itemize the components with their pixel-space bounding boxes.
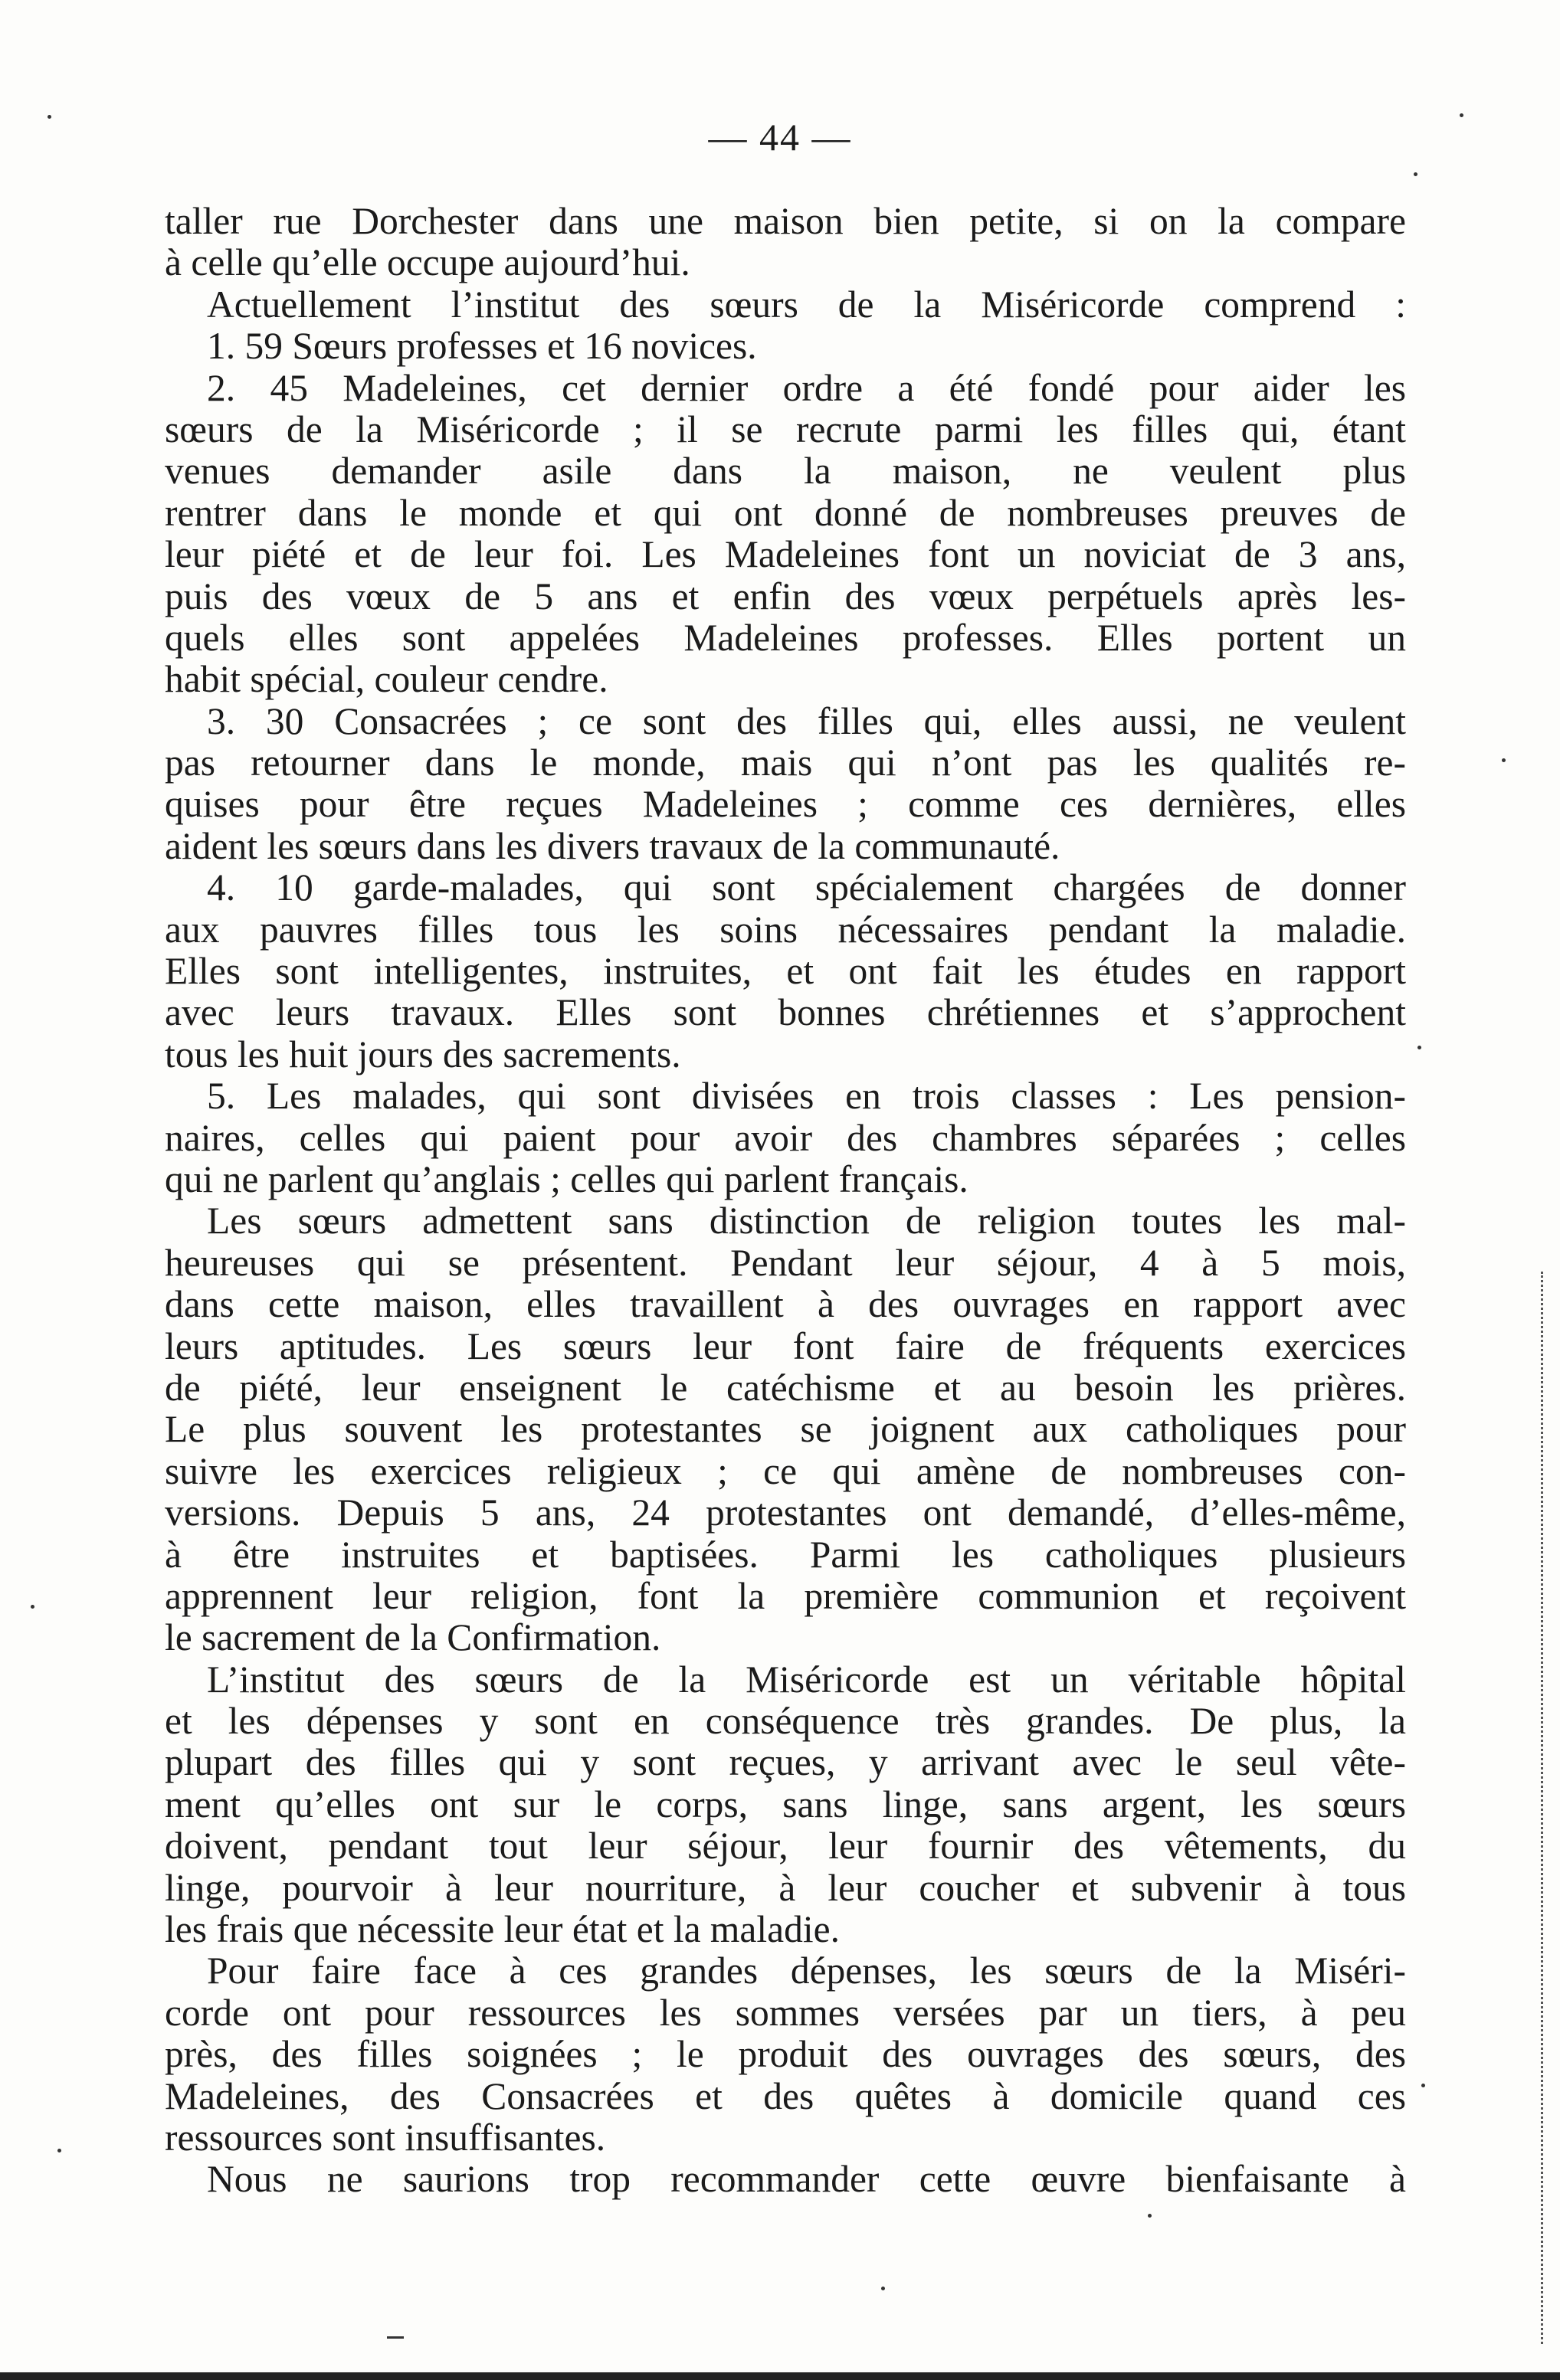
text-line: 5. Les malades, qui sont divisées en trois classes : Les pension- xyxy=(207,1075,1406,1118)
text-line: Nous ne saurions trop recommander cette œuvre bienfaisante à xyxy=(207,2159,1406,2201)
text-line: Les sœurs admettent sans distinction de religion toutes les mal- xyxy=(207,1200,1406,1242)
text-line: corde ont pour ressources les sommes versées par un tiers, à peu xyxy=(165,1992,1406,2034)
text-line: suivre les exercices religieux ; ce qui amène de nombreuses con- xyxy=(165,1450,1406,1492)
scan-speck xyxy=(881,2287,885,2290)
text-line: Madeleines, des Consacrées et des quêtes à domicile quand ces xyxy=(165,2075,1406,2117)
scan-speck xyxy=(1148,2214,1152,2218)
scan-speck xyxy=(1417,1046,1421,1049)
text-line: à être instruites et baptisées. Parmi les catholiques plusieurs xyxy=(165,1534,1406,1576)
text-line: quels elles sont appelées Madeleines professes. Elles portent un xyxy=(165,617,1406,659)
text-line: puis des vœux de 5 ans et enfin des vœux perpétuels après les- xyxy=(165,575,1406,617)
scan-speck xyxy=(1502,758,1506,762)
text-line: aux pauvres filles tous les soins nécessaires pendant la maladie. xyxy=(165,908,1406,951)
scan-speck xyxy=(1460,113,1463,117)
text-line: Elles sont intelligentes, instruites, et ont fait les études en rapport xyxy=(165,951,1406,993)
text-line: les frais que nécessite leur état et la maladie. xyxy=(165,1909,840,1951)
print-mark xyxy=(387,2336,404,2339)
text-line: à celle qu’elle occupe aujourd’hui. xyxy=(165,242,690,284)
text-line: apprennent leur religion, font la première communion et reçoivent xyxy=(165,1575,1406,1617)
page-edge-shadow xyxy=(1541,1272,1546,2344)
text-line: 4. 10 garde-malades, qui sont spécialement chargées de donner xyxy=(207,867,1406,909)
text-line: versions. Depuis 5 ans, 24 protestantes ont demandé, d’elles-même, xyxy=(165,1492,1406,1534)
page-bottom-edge xyxy=(0,2372,1560,2380)
text-line: ment qu’elles ont sur le corps, sans linge, sans argent, les sœurs xyxy=(165,1783,1406,1825)
scan-speck xyxy=(1414,172,1417,176)
body-text xyxy=(165,201,1406,2201)
text-line: le sacrement de la Confirmation. xyxy=(165,1617,661,1659)
text-line: Actuellement l’institut des sœurs de la Miséricorde comprend : xyxy=(207,283,1406,326)
scan-speck xyxy=(48,115,51,119)
scan-speck xyxy=(1421,2084,1425,2087)
scan-speck xyxy=(31,1605,34,1609)
text-line: tous les huit jours des sacrements. xyxy=(165,1033,681,1075)
text-line: naires, celles qui paient pour avoir des chambres séparées ; celles xyxy=(165,1117,1406,1159)
text-line: sœurs de la Miséricorde ; il se recrute parmi les filles qui, étant xyxy=(165,408,1406,450)
text-line: leur piété et de leur foi. Les Madeleines font un noviciat de 3 ans, xyxy=(165,534,1406,576)
text-line: quises pour être reçues Madeleines ; comme ces dernières, elles xyxy=(165,784,1406,826)
text-line: pas retourner dans le monde, mais qui n’ont pas les qualités re- xyxy=(165,742,1406,784)
text-line: et les dépenses y sont en conséquence très grandes. De plus, la xyxy=(165,1701,1406,1743)
text-line: aident les sœurs dans les divers travaux de la communauté. xyxy=(165,825,1060,867)
text-line: linge, pourvoir à leur nourriture, à leur coucher et subvenir à tous xyxy=(165,1867,1406,1909)
scan-speck xyxy=(57,2149,61,2152)
text-line: 3. 30 Consacrées ; ce sont des filles qui, elles aussi, ne veulent xyxy=(207,700,1406,742)
text-line: leurs aptitudes. Les sœurs leur font faire de fréquents exercices xyxy=(165,1325,1406,1367)
text-line: de piété, leur enseignent le catéchisme et au besoin les prières. xyxy=(165,1367,1406,1409)
text-line: 1. 59 Sœurs professes et 16 novices. xyxy=(207,326,757,368)
text-line: heureuses qui se présentent. Pendant leur séjour, 4 à 5 mois, xyxy=(165,1242,1406,1284)
text-line: rentrer dans le monde et qui ont donné de nombreuses preuves de xyxy=(165,492,1406,534)
text-line: dans cette maison, elles travaillent à des ouvrages en rapport avec xyxy=(165,1284,1406,1326)
text-line: doivent, pendant tout leur séjour, leur fournir des vêtements, du xyxy=(165,1825,1406,1868)
text-line: avec leurs travaux. Elles sont bonnes chrétiennes et s’approchent xyxy=(165,992,1406,1034)
text-line: habit spécial, couleur cendre. xyxy=(165,659,608,701)
text-line: près, des filles soignées ; le produit des ouvrages des sœurs, des xyxy=(165,2034,1406,2076)
text-line: qui ne parlent qu’anglais ; celles qui parlent français. xyxy=(165,1158,968,1200)
text-line: ressources sont insuffisantes. xyxy=(165,2116,606,2159)
text-line: Le plus souvent les protestantes se joignent aux catholiques pour xyxy=(165,1409,1406,1451)
text-line: 2. 45 Madeleines, cet dernier ordre a été fondé pour aider les xyxy=(207,367,1406,409)
text-line: L’institut des sœurs de la Miséricorde est un véritable hôpital xyxy=(207,1658,1406,1701)
page-number: — 44 — xyxy=(708,116,852,159)
text-line: venues demander asile dans la maison, ne veulent plus xyxy=(165,450,1406,493)
text-line: plupart des filles qui y sont reçues, y arrivant avec le seul vête- xyxy=(165,1742,1406,1784)
text-line: taller rue Dorchester dans une maison bien petite, si on la compare xyxy=(165,201,1406,242)
text-line: Pour faire face à ces grandes dépenses, les sœurs de la Miséri- xyxy=(207,1950,1406,1992)
